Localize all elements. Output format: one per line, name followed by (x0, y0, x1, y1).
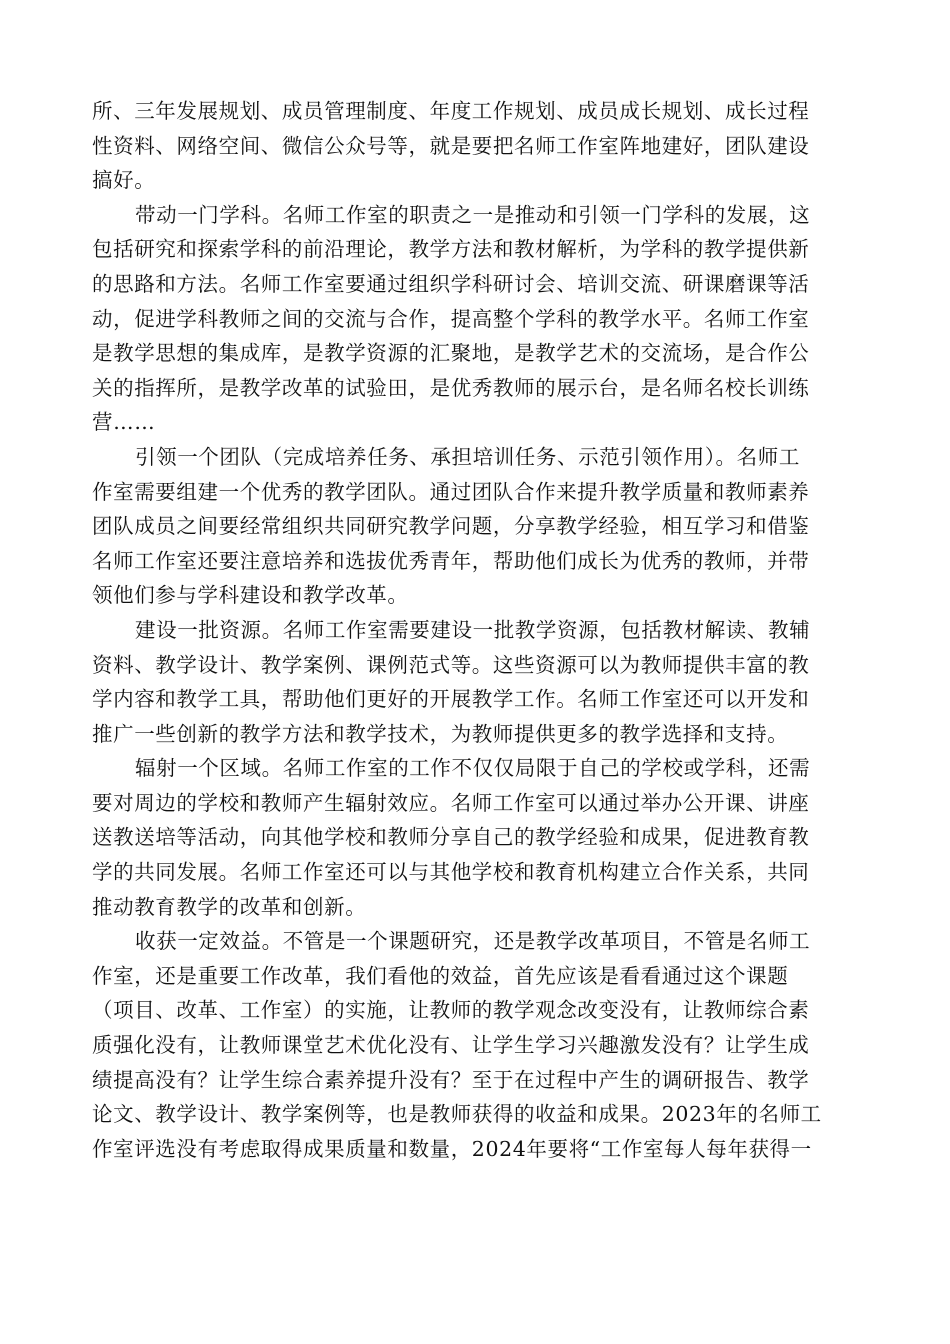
text-line: 学内容和教学工具，帮助他们更好的开展教学工作。名师工作室还可以开发和 (92, 687, 810, 712)
text-line: 包括研究和探索学科的前沿理论，教学方法和教材解析，为学科的教学提供新 (92, 237, 810, 262)
text-line: 领他们参与学科建设和教学改革。 (92, 583, 409, 608)
text-line: 推广一些创新的教学方法和教学技术，为教师提供更多的教学选择和支持。 (92, 721, 789, 746)
text-line: 团队成员之间要经常组织共同研究教学问题，分享教学经验，相互学习和借鉴 (92, 514, 810, 539)
text-line: （项目、改革、工作室）的实施，让教师的教学观念改变没有，让教师综合素 (92, 998, 810, 1023)
text-line: 学的共同发展。名师工作室还可以与其他学校和教育机构建立合作关系，共同 (92, 860, 810, 885)
text-line: 所、三年发展规划、成员管理制度、年度工作规划、成员成长规划、成长过程 (92, 99, 810, 123)
text-line: 营…… (92, 410, 156, 435)
paragraph-heading-line: 收获一定效益。不管是一个课题研究，还是教学改革项目，不管是名师工 (135, 929, 811, 954)
text-line: 作室评选没有考虑取得成果质量和数量，2024年要将“工作室每人每年获得一 (92, 1136, 812, 1161)
text-line: 绩提高没有？让学生综合素养提升没有？至于在过程中产生的调研报告、教学 (92, 1067, 810, 1092)
paragraph-heading-line: 辐射一个区域。名师工作室的工作不仅仅局限于自己的学校或学科，还需 (135, 756, 811, 781)
text-line: 的思路和方法。名师工作室要通过组织学科研讨会、培训交流、研课磨课等活 (92, 271, 810, 296)
text-line: 要对周边的学校和教师产生辐射效应。名师工作室可以通过举办公开课、讲座 (92, 790, 810, 815)
paragraph-heading-line: 带动一门学科。名师工作室的职责之一是推动和引领一门学科的发展，这 (135, 202, 811, 227)
text-line: 资料、教学设计、教学案例、课例范式等。这些资源可以为教师提供丰富的教 (92, 652, 810, 677)
text-line: 是教学思想的集成库，是教学资源的汇聚地，是教学艺术的交流场，是合作公 (92, 341, 810, 366)
text-line: 名师工作室还要注意培养和选拔优秀青年，帮助他们成长为优秀的教师，并带 (92, 548, 810, 573)
text-line: 搞好。 (92, 168, 156, 193)
paragraph-heading-line: 引领一个团队（完成培养任务、承担培训任务、示范引领作用）。名师工 (135, 444, 800, 469)
text-line: 论文、教学设计、教学案例等，也是教师获得的收益和成果。2023年的名师工 (92, 1102, 822, 1127)
text-line: 作室，还是重要工作改革，我们看他的效益，首先应该是看看通过这个课题 (92, 963, 789, 988)
text-line: 送教送培等活动，向其他学校和教师分享自己的教学经验和成果，促进教育教 (92, 825, 810, 850)
text-line: 推动教育教学的改革和创新。 (92, 894, 367, 919)
text-line: 性资料、网络空间、微信公众号等，就是要把名师工作室阵地建好，团队建设 (92, 133, 810, 158)
text-line: 动，促进学科教师之间的交流与合作，提高整个学科的教学水平。名师工作室 (92, 306, 810, 331)
paragraph-heading-line: 建设一批资源。名师工作室需要建设一批教学资源，包括教材解读、教辅 (135, 617, 811, 642)
text-line: 作室需要组建一个优秀的教学团队。通过团队合作来提升教学质量和教师素养 (92, 479, 810, 504)
text-line: 质强化没有，让教师课堂艺术优化没有、让学生学习兴趣激发没有？让学生成 (92, 1033, 810, 1058)
text-line: 关的指挥所，是教学改革的试验田，是优秀教师的展示台，是名师名校长训练 (92, 375, 810, 400)
